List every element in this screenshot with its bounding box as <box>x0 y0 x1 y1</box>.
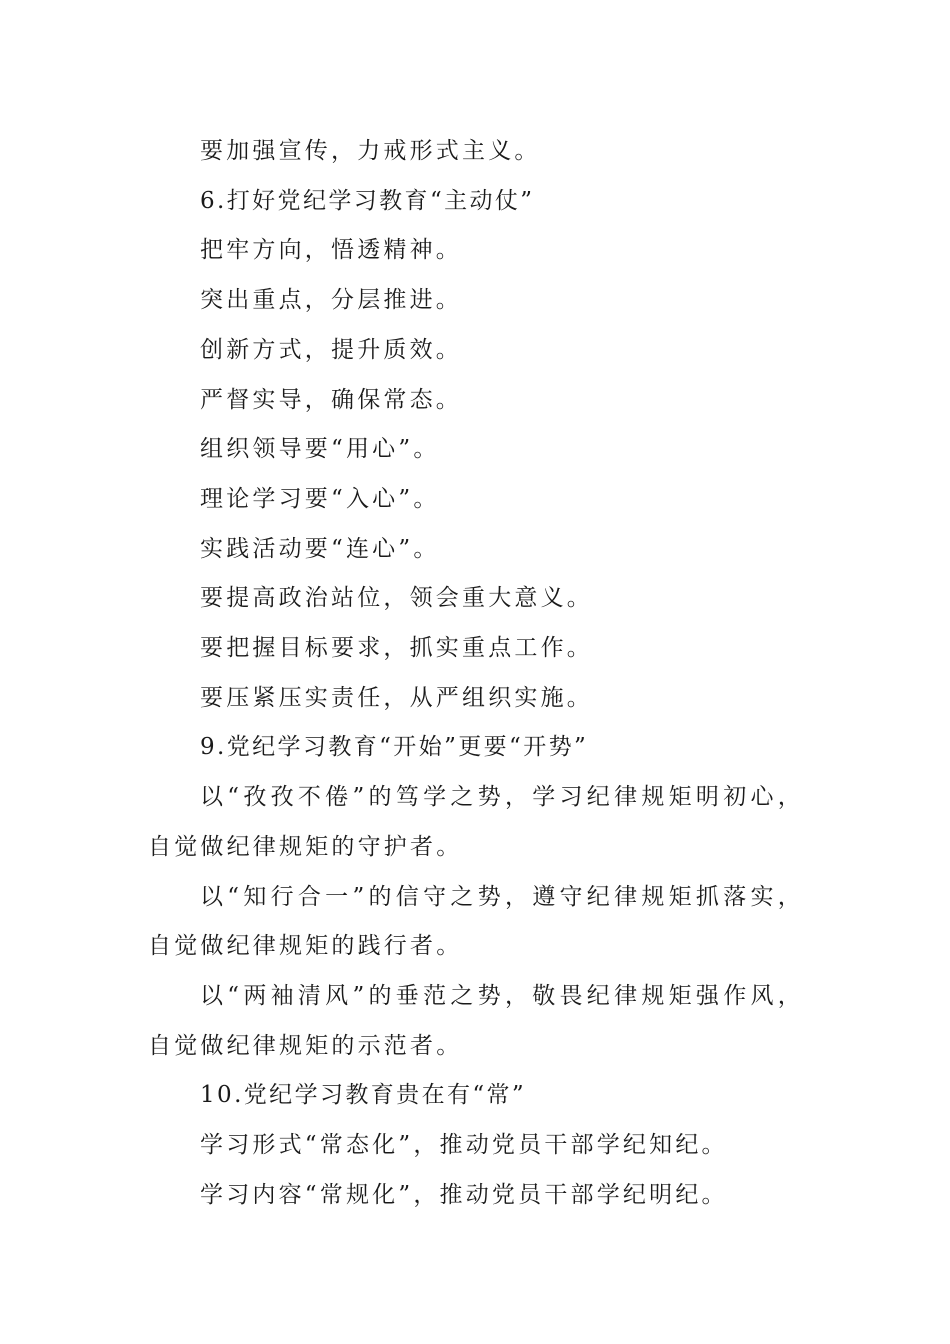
paragraph: 把牢方向，悟透精神。 <box>200 237 462 264</box>
section-heading: 10.党纪学习教育贵在有“常” <box>200 1082 527 1109</box>
paragraph: 学习内容“常规化”，推动党员干部学纪明纪。 <box>200 1181 728 1208</box>
paragraph: 要压紧压实责任，从严组织实施。 <box>200 684 593 711</box>
section-heading: 6.打好党纪学习教育“主动仗” <box>200 187 535 214</box>
paragraph: 理论学习要“入心”。 <box>200 485 440 512</box>
document-body <box>148 127 804 1220</box>
paragraph: 学习形式“常态化”，推动党员干部学纪知纪。 <box>200 1132 728 1159</box>
paragraph: 以“知行合一”的信守之势，遵守纪律规矩抓落实，自觉做纪律规矩的践行者。 <box>148 883 804 960</box>
paragraph: 要把握目标要求，抓实重点工作。 <box>200 635 593 662</box>
section-heading: 9.党纪学习教育“开始”更要“开势” <box>200 734 589 761</box>
paragraph: 要提高政治站位，领会重大意义。 <box>200 585 593 612</box>
paragraph: 实践活动要“连心”。 <box>200 535 440 562</box>
paragraph: 突出重点，分层推进。 <box>200 287 462 314</box>
paragraph: 以“孜孜不倦”的笃学之势，学习纪律规矩明初心，自觉做纪律规矩的守护者。 <box>148 784 804 860</box>
paragraph: 组织领导要“用心”。 <box>200 436 440 463</box>
paragraph: 严督实导，确保常态。 <box>200 386 462 413</box>
paragraph: 以“两袖清风”的垂范之势，敬畏纪律规矩强作风，自觉做纪律规矩的示范者。 <box>148 982 804 1059</box>
paragraph: 要加强宣传，力戒形式主义。 <box>200 138 541 164</box>
paragraph: 创新方式，提升质效。 <box>200 336 462 363</box>
